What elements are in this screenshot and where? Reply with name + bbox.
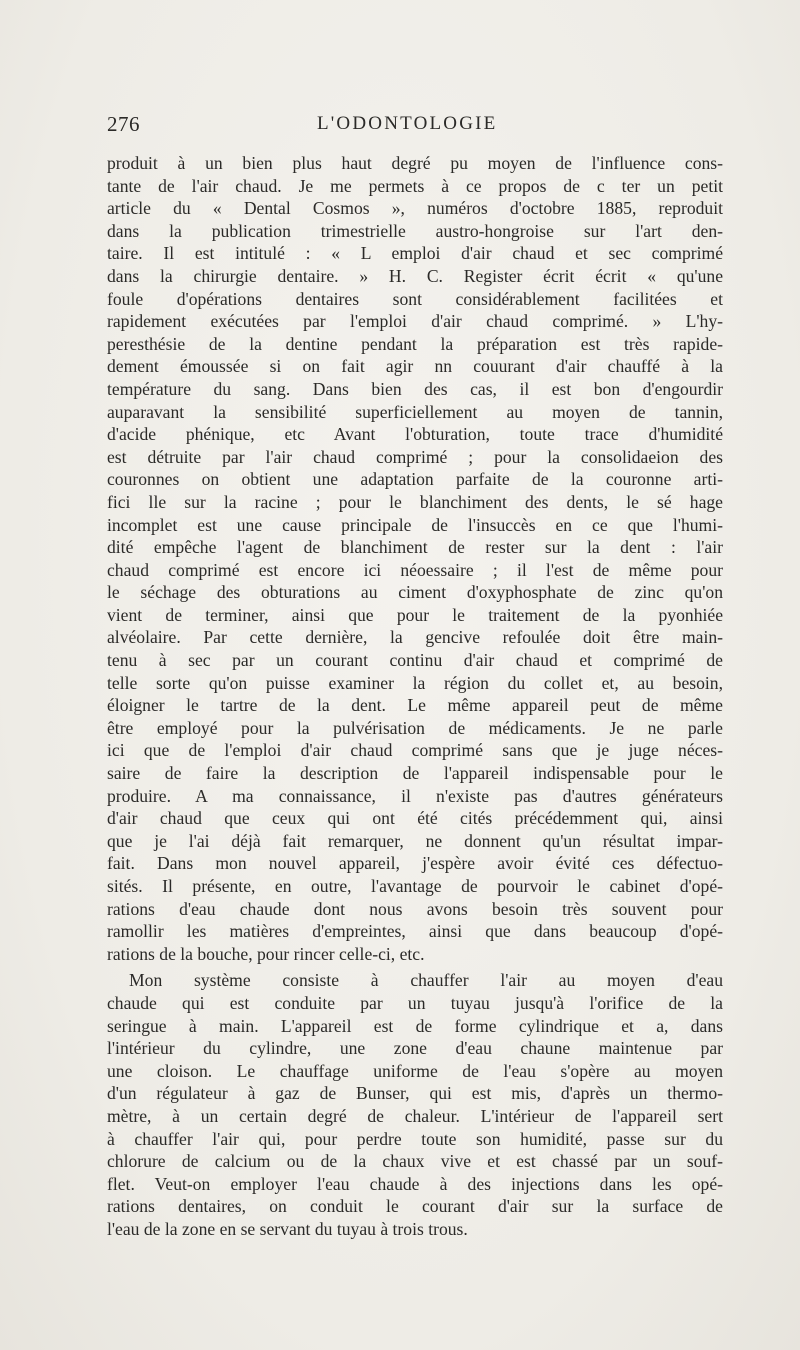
text-line: éloigner le tartre de la dent. Le même appareil peut de même xyxy=(107,695,723,716)
text-line: Mon système consiste à chauffer l'air au moyen d'eau xyxy=(129,970,723,991)
text-line: saire de faire la description de l'appareil indispensable pour le xyxy=(107,763,723,784)
text-line: que je l'ai déjà fait remarquer, ne donnent qu'un résultat impar- xyxy=(107,830,723,851)
page-header xyxy=(107,112,723,142)
text-line: alvéolaire. Par cette dernière, la gencive refoulée doit être main- xyxy=(107,627,723,648)
text-line: dans la publication trimestrielle austro-hongroise sur l'art den- xyxy=(107,220,723,241)
text-line: foule d'opérations dentaires sont considérablement facilitées et xyxy=(107,288,723,309)
text-line: d'un régulateur à gaz de Bunser, qui est mis, d'après un thermo- xyxy=(107,1083,723,1104)
body-text xyxy=(107,152,723,1241)
text-line: vient de terminer, ainsi que pour le traitement de la pyonhiée xyxy=(107,604,723,625)
text-line: dité empêche l'agent de blanchiment de rester sur la dent : l'air xyxy=(107,537,723,558)
text-line: l'eau de la zone en se servant du tuyau à trois trous. xyxy=(107,1218,468,1239)
text-line: d'air chaud que ceux qui ont été cités précédemment qui, ainsi xyxy=(107,808,723,829)
text-line: rations de la bouche, pour rincer celle-ci, etc. xyxy=(107,943,425,964)
text-line: une cloison. Le chauffage uniforme de l'eau s'opère au moyen xyxy=(107,1060,723,1081)
text-line: fici lle sur la racine ; pour le blanchiment des dents, le sé hage xyxy=(107,491,723,512)
text-line: le séchage des obturations au ciment d'oxyphosphate de zinc qu'on xyxy=(107,582,723,603)
text-line: à chauffer l'air qui, pour perdre toute son humidité, passe sur du xyxy=(107,1128,723,1149)
text-line: rations d'eau chaude dont nous avons besoin très souvent pour xyxy=(107,898,723,919)
text-line: dement émoussée si on fait agir nn couurant d'air chauffé à la xyxy=(107,356,723,377)
text-line: fait. Dans mon nouvel appareil, j'espère avoir évité ces défectuo- xyxy=(107,853,723,874)
text-line: chaud comprimé est encore ici néoessaire ; il l'est de même pour xyxy=(107,559,723,580)
running-title: L'ODONTOLOGIE xyxy=(317,113,498,134)
paragraph xyxy=(107,969,723,1240)
text-line: est détruite par l'air chaud comprimé ; pour la consolidaeion des xyxy=(107,446,723,467)
text-line: incomplet est une cause principale de l'insuccès en ce que l'humi- xyxy=(107,514,723,535)
text-line: d'acide phénique, etc Avant l'obturation, toute trace d'humidité xyxy=(107,424,723,445)
text-line: ramollir les matières d'empreintes, ainsi que dans beaucoup d'opé- xyxy=(107,921,723,942)
text-line: flet. Veut-on employer l'eau chaude à des injections dans les opé- xyxy=(107,1173,723,1194)
text-line: sités. Il présente, en outre, l'avantage de pourvoir le cabinet d'opé- xyxy=(107,876,723,896)
text-line: auparavant la sensibilité superficiellement au moyen de tannin, xyxy=(107,401,723,422)
text-line: article du « Dental Cosmos », numéros d'octobre 1885, reproduit xyxy=(107,198,723,219)
text-line: rapidement exécutées par l'emploi d'air chaud comprimé. » L'hy- xyxy=(107,311,723,332)
text-line: chaude qui est conduite par un tuyau jusqu'à l'orifice de la xyxy=(107,992,723,1013)
paragraph xyxy=(107,152,723,965)
text-line: mètre, à un certain degré de chaleur. L'intérieur de l'appareil sert xyxy=(107,1105,723,1126)
text-line: peresthésie de la dentine pendant la préparation est très rapide- xyxy=(107,333,723,354)
text-line: seringue à main. L'appareil est de forme cylindrique et a, dans xyxy=(107,1015,723,1036)
text-line: l'intérieur du cylindre, une zone d'eau chaune maintenue par xyxy=(107,1038,723,1059)
text-line: couronnes on obtient une adaptation parfaite de la couronne arti- xyxy=(107,469,723,490)
text-line: taire. Il est intitulé : « L emploi d'air chaud et sec comprimé xyxy=(107,243,723,264)
text-line: produit à un bien plus haut degré pu moyen de l'influence cons- xyxy=(107,153,723,173)
text-line: tenu à sec par un courant continu d'air chaud et comprimé de xyxy=(107,650,723,671)
text-line: tante de l'air chaud. Je me permets à ce propos de c ter un petit xyxy=(107,175,723,196)
text-line: ici que de l'emploi d'air chaud comprimé sans que je juge néces- xyxy=(107,740,723,761)
text-line: température du sang. Dans bien des cas, il est bon d'engourdir xyxy=(107,378,723,399)
text-line: chlorure de calcium ou de la chaux vive et est chassé par un souf- xyxy=(107,1151,723,1172)
page-number: 276 xyxy=(107,112,140,136)
text-line: dans la chirurgie dentaire. » H. C. Register écrit écrit « qu'une xyxy=(107,265,723,286)
text-line: être employé pour la pulvérisation de médicaments. Je ne parle xyxy=(107,717,723,738)
text-line: produire. A ma connaissance, il n'existe pas d'autres générateurs xyxy=(107,785,723,806)
text-line: telle sorte qu'on puisse examiner la région du collet et, au besoin, xyxy=(107,672,723,693)
text-line: rations dentaires, on conduit le courant d'air sur la surface de xyxy=(107,1196,723,1217)
